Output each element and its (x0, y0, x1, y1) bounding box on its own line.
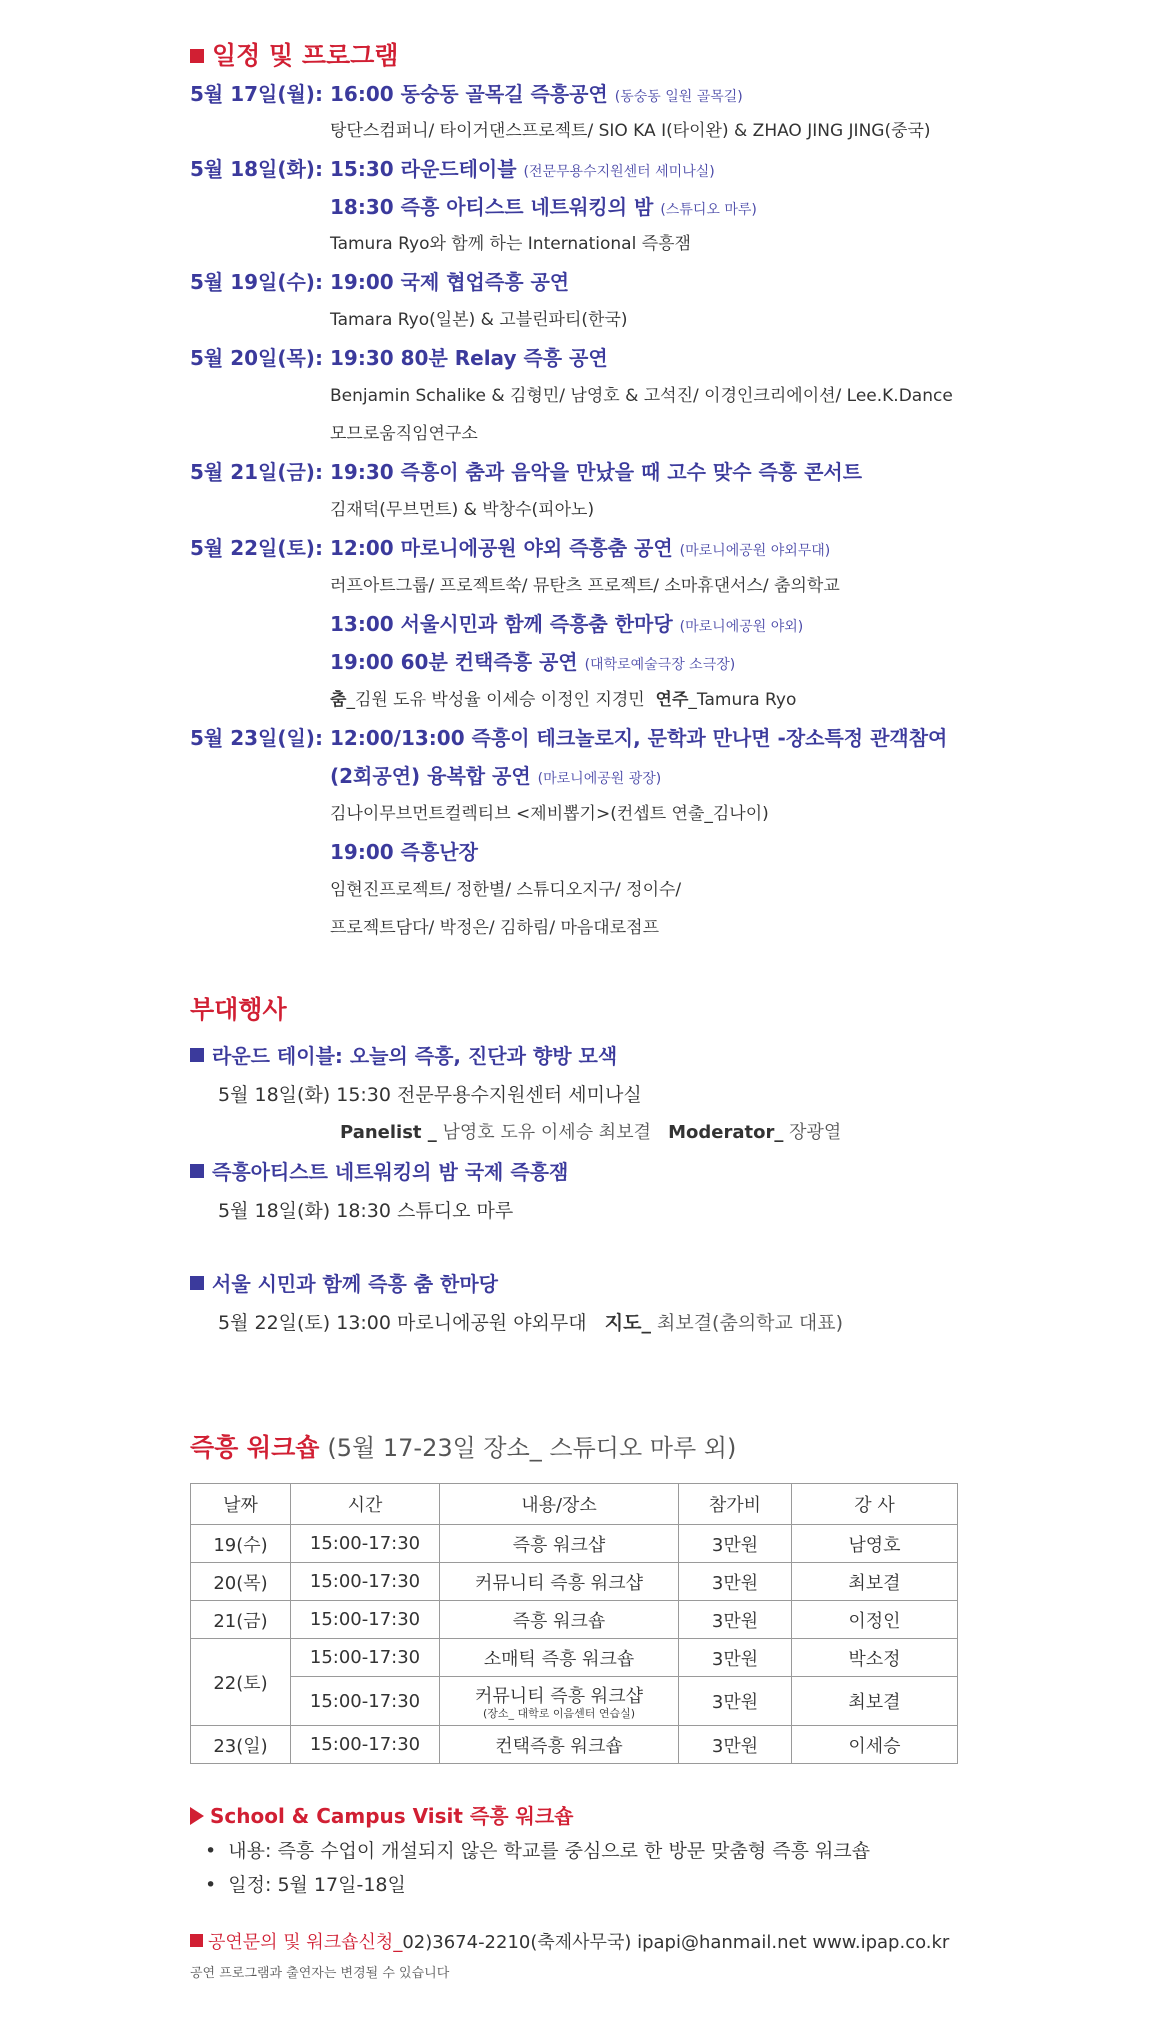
cell-content-text: 커뮤니티 즉흥 워크샵 (475, 1686, 643, 1707)
date-0518: 5월 18일(화): (190, 157, 323, 181)
red-square-icon (190, 49, 204, 63)
cell-fee: 3만원 (679, 1525, 792, 1563)
col-header-date: 날짜 (191, 1484, 291, 1525)
cell-fee: 3만원 (679, 1563, 792, 1601)
cell-time: 15:00-17:30 (291, 1601, 440, 1639)
cell-date: 19(수) (191, 1525, 291, 1563)
date-0523: 5월 23일(일): (190, 726, 323, 750)
cell-fee: 3만원 (679, 1677, 792, 1726)
side-event-heading: 즉흥아티스트 네트워킹의 밤 국제 즉흥잼 (190, 1156, 568, 1185)
side-event-detail: 5월 22일(토) 13:00 마로니에공원 야외무대 지도_ 최보결(춤의학교 대표) (218, 1312, 844, 1334)
cell-time: 15:00-17:30 (291, 1639, 440, 1677)
performers: Benjamin Schalike & 김형민/ 남영호 & 고석진/ 이경인크리에이션/ Lee.K.Dance (330, 386, 953, 406)
cell-date: 23(일) (191, 1726, 291, 1764)
table-row (191, 1563, 958, 1601)
side-events-title: 부대행사 (190, 995, 287, 1024)
performers: 김재덕(무브먼트) & 박창수(피아노) (330, 500, 595, 520)
cell-time: 15:00-17:30 (291, 1525, 440, 1563)
performers: Tamura Ryo와 함께 하는 International 즉흥잼 (330, 234, 691, 254)
col-header-instructor: 강 사 (792, 1484, 958, 1525)
cell-instructor: 이세승 (792, 1726, 958, 1764)
cell-time: 15:00-17:30 (291, 1677, 440, 1726)
event-0518-2: 18:30 즉흥 아티스트 네트워킹의 밤 (스튜디오 마루) (330, 195, 757, 219)
date-0521: 5월 21일(금): (190, 460, 323, 484)
cell-content-note: (장소_ 대학로 이음센터 연습실) (482, 1707, 636, 1720)
performers: 모므로움직임연구소 (330, 424, 478, 444)
cell-fee: 3만원 (679, 1601, 792, 1639)
cell-fee: 3만원 (679, 1726, 792, 1764)
cell-content: 컨택즉흥 워크숍 (440, 1726, 679, 1764)
workshop-table (190, 1483, 958, 1764)
event-0517-1: 16:00 동숭동 골목길 즉흥공연 (동숭동 일원 골목길) (330, 82, 743, 106)
event-0523-1: 12:00/13:00 즉흥이 테크놀로지, 문학과 만나면 -장소특정 관객참여 (330, 726, 948, 750)
cell-date: 21(금) (191, 1601, 291, 1639)
col-header-fee: 참가비 (679, 1484, 792, 1525)
event-0519-1: 19:00 국제 협업즉흥 공연 (330, 270, 570, 294)
side-event-heading: 라운드 테이블: 오늘의 즉흥, 진단과 향방 모색 (190, 1040, 617, 1069)
blue-square-icon (190, 1276, 204, 1290)
cell-content: 커뮤니티 즉흥 워크샵 (440, 1563, 679, 1601)
date-0520: 5월 20일(목): (190, 346, 323, 370)
cell-content: 소매틱 즉흥 워크숍 (440, 1639, 679, 1677)
list-item: • 내용: 즉흥 수업이 개설되지 않은 학교를 중심으로 한 방문 맞춤형 즉흥 워크숍 (205, 1840, 871, 1862)
col-header-time: 시간 (291, 1484, 440, 1525)
cell-instructor: 최보결 (792, 1563, 958, 1601)
cell-instructor: 이정인 (792, 1601, 958, 1639)
event-0521-1: 19:30 즉흥이 춤과 음악을 만났을 때 고수 맞수 즉흥 콘서트 (330, 460, 863, 484)
red-square-icon (190, 1934, 203, 1947)
col-header-content: 내용/장소 (440, 1484, 679, 1525)
panel-line: Panelist _ 남영호 도유 이세승 최보결 Moderator_ 장광열 (340, 1122, 842, 1143)
performers: Tamara Ryo(일본) & 고블린파티(한국) (330, 310, 628, 330)
side-event-detail: 5월 18일(화) 15:30 전문무용수지원센터 세미나실 (218, 1084, 642, 1106)
blue-square-icon (190, 1048, 204, 1062)
date-0519: 5월 19일(수): (190, 270, 323, 294)
table-row (191, 1525, 958, 1563)
event-0522-3: 19:00 60분 컨택즉흥 공연 (대학로예술극장 소극장) (330, 650, 736, 674)
play-triangle-icon (190, 1807, 204, 1825)
table-row (191, 1726, 958, 1764)
side-event-detail: 5월 18일(화) 18:30 스튜디오 마루 (218, 1200, 514, 1222)
schedule-title: 일정 및 프로그램 (190, 36, 398, 72)
event-0523-2: (2회공연) 융복합 공연 (마로니에공원 광장) (330, 764, 662, 788)
cell-instructor: 남영호 (792, 1525, 958, 1563)
performers: 러프아트그룹/ 프로젝트쑥/ 뮤탄츠 프로젝트/ 소마휴댄서스/ 춤의학교 (330, 576, 840, 596)
cell-date: 22(토) (191, 1639, 291, 1726)
contact-line: 공연문의 및 워크숍신청_02)3674-2210(축제사무국) ipapi@hanmail.net www.ipap.co.kr (190, 1928, 949, 1954)
performers: 프로젝트담다/ 박정은/ 김하림/ 마음대로점프 (330, 918, 659, 938)
workshop-title: 즉흥 워크숍 (5월 17-23일 장소_ 스튜디오 마루 외) (190, 1433, 737, 1462)
event-0520-1: 19:30 80분 Relay 즉흥 공연 (330, 346, 608, 370)
cell-instructor: 최보결 (792, 1677, 958, 1726)
performers: 임현진프로젝트/ 정한별/ 스튜디오지구/ 정이수/ (330, 880, 682, 900)
date-0517: 5월 17일(월): (190, 82, 323, 106)
cell-time: 15:00-17:30 (291, 1563, 440, 1601)
cell-time: 15:00-17:30 (291, 1726, 440, 1764)
event-0523-3: 19:00 즉흥난장 (330, 840, 478, 864)
list-item: • 일정: 5월 17일-18일 (205, 1874, 406, 1896)
event-0522-2: 13:00 서울시민과 함께 즉흥춤 한마당 (마로니에공원 야외) (330, 612, 804, 636)
school-visit-title: School & Campus Visit 즉흥 워크숍 (190, 1800, 573, 1829)
table-row (191, 1639, 958, 1677)
cell-fee: 3만원 (679, 1639, 792, 1677)
cell-content (440, 1677, 679, 1726)
cell-instructor: 박소정 (792, 1639, 958, 1677)
cell-date: 20(목) (191, 1563, 291, 1601)
performers: 김나이무브먼트컬렉티브 <제비뽑기>(컨셉트 연출_김나이) (330, 804, 769, 824)
table-row (191, 1677, 958, 1726)
event-0522-1: 12:00 마로니에공원 야외 즉흥춤 공연 (마로니에공원 야외무대) (330, 536, 831, 560)
cell-content: 즉흥 워크샵 (440, 1525, 679, 1563)
performer-credit: 춤_김원 도유 박성율 이세승 이정인 지경민 연주_Tamura Ryo (330, 690, 797, 710)
event-0518-1: 15:30 라운드테이블 (전문무용수지원센터 세미나실) (330, 157, 715, 181)
blue-square-icon (190, 1164, 204, 1178)
performers: 탕단스컴퍼니/ 타이거댄스프로젝트/ SIO KA I(타이완) & ZHAO JING JING(중국) (330, 121, 931, 141)
table-row (191, 1601, 958, 1639)
cell-content: 즉흥 워크숍 (440, 1601, 679, 1639)
disclaimer: 공연 프로그램과 출연자는 변경될 수 있습니다 (190, 1966, 450, 1981)
date-0522: 5월 22일(토): (190, 536, 323, 560)
side-event-heading: 서울 시민과 함께 즉흥 춤 한마당 (190, 1268, 498, 1297)
